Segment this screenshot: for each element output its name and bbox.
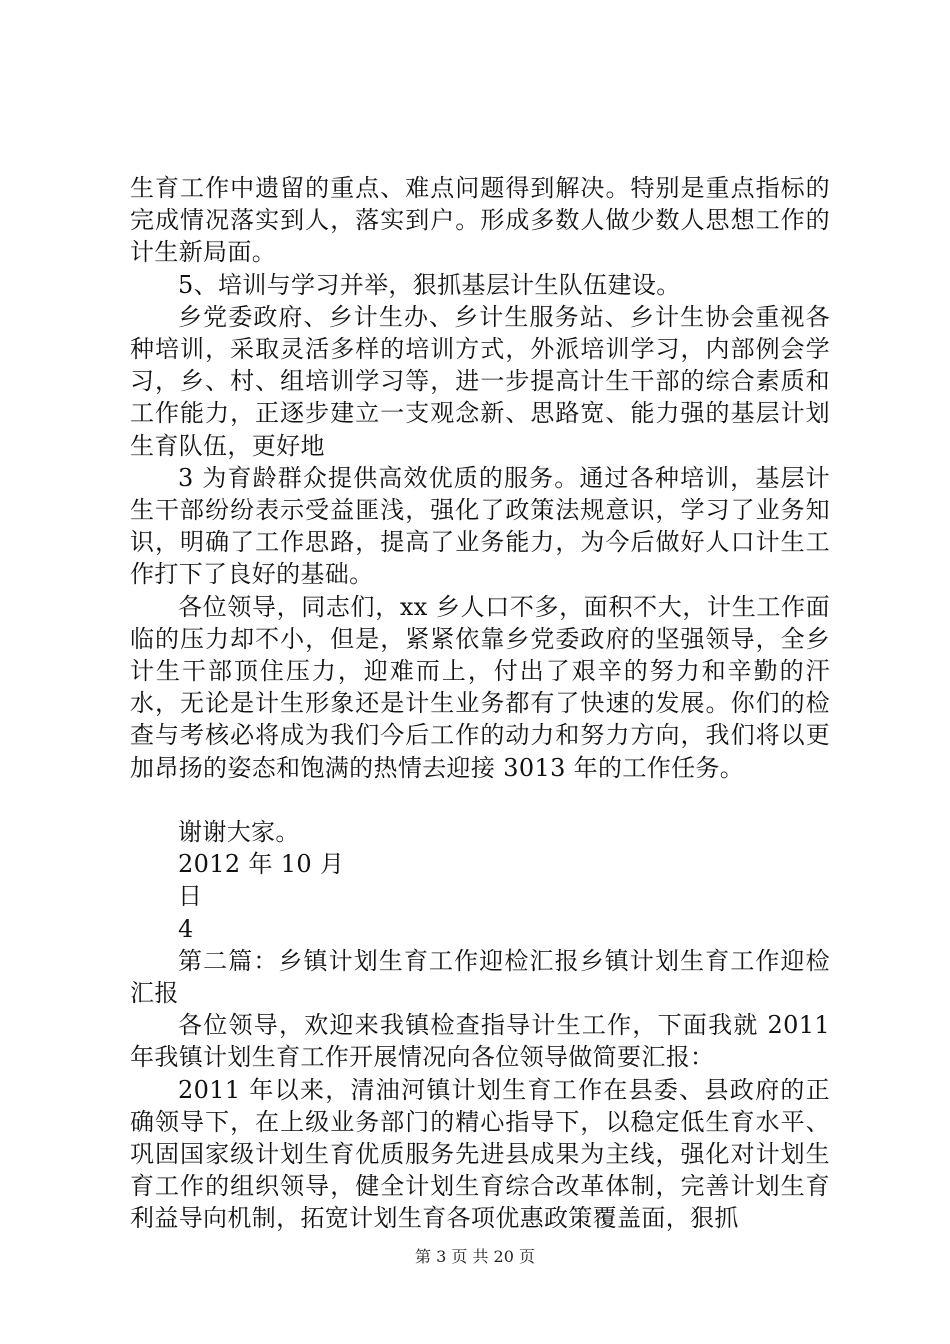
page-footer: 第 3 页 共 20 页: [415, 1247, 535, 1266]
paragraph-summary: 2011 年以来，清油河镇计划生育工作在县委、县政府的正确领导下，在上级业务部门的精心指导下，以稳定低生育水平、巩固国家级计划生育优质服务先进县成果为主线，强化对计划生育工作的组织领导，健全计划生育综合改革体制，完善计划生育利益导向机制，拓宽计划生育各项优惠政策覆盖面，狠抓: [130, 1075, 830, 1233]
section-heading-training: 5、培训与学习并举，狠抓基层计生队伍建设。: [178, 270, 681, 299]
paragraph-continuation: 生育工作中遗留的重点、难点问题得到解决。特别是重点指标的完成情况落实到人，落实到户。形成多数人做少数人思想工作的计生新局面。: [130, 174, 830, 267]
date-day-line: 日: [178, 882, 203, 911]
paragraph-closing-remarks: 各位领导，同志们，xx 乡人口不多，面积不大，计生工作面临的压力却不小，但是，紧紧依靠乡党委政府的坚强领导，全乡计生干部顶住压力，迎难而上，付出了艰辛的努力和辛勤的汗水，无论是计生形象还是计生业务都有了快速的发展。你们的检查与考核必将成为我们今后工作的动力和努力方向，我们将以更加昂扬的姿态和饱满的热情去迎接 3013 年的工作任务。: [130, 592, 830, 782]
date-line: 2012 年 10 月: [178, 850, 345, 879]
document-body: [130, 172, 838, 1235]
paragraph-greeting: 各位领导，欢迎来我镇检查指导计生工作，下面我就 2011 年我镇计划生育工作开展情况向各位领导做简要汇报：: [130, 1011, 838, 1072]
thanks-line: 谢谢大家。: [178, 818, 300, 847]
blank-line: [130, 784, 830, 816]
stray-number-line: 4: [178, 914, 194, 943]
paragraph-training: 乡党委政府、乡计生办、乡计生服务站、乡计生协会重视各种培训，采取灵活多样的培训方式，外派培训学习，内部例会学习，乡、村、组培训学习等，进一步提高计生干部的综合素质和工作能力，正逐步建立一支观念新、思路宽、能力强的基层计划生育队伍，更好地: [130, 302, 830, 460]
paragraph-service: 3 为育龄群众提供高效优质的服务。通过各种培训，基层计生干部纷纷表示受益匪浅，强化了政策法规意识，学习了业务知识，明确了工作思路，提高了业务能力，为今后做好人口计生工作打下了良好的基础。: [130, 463, 830, 589]
chapter-heading: 第二篇：乡镇计划生育工作迎检汇报乡镇计划生育工作迎检汇报: [130, 946, 830, 1008]
